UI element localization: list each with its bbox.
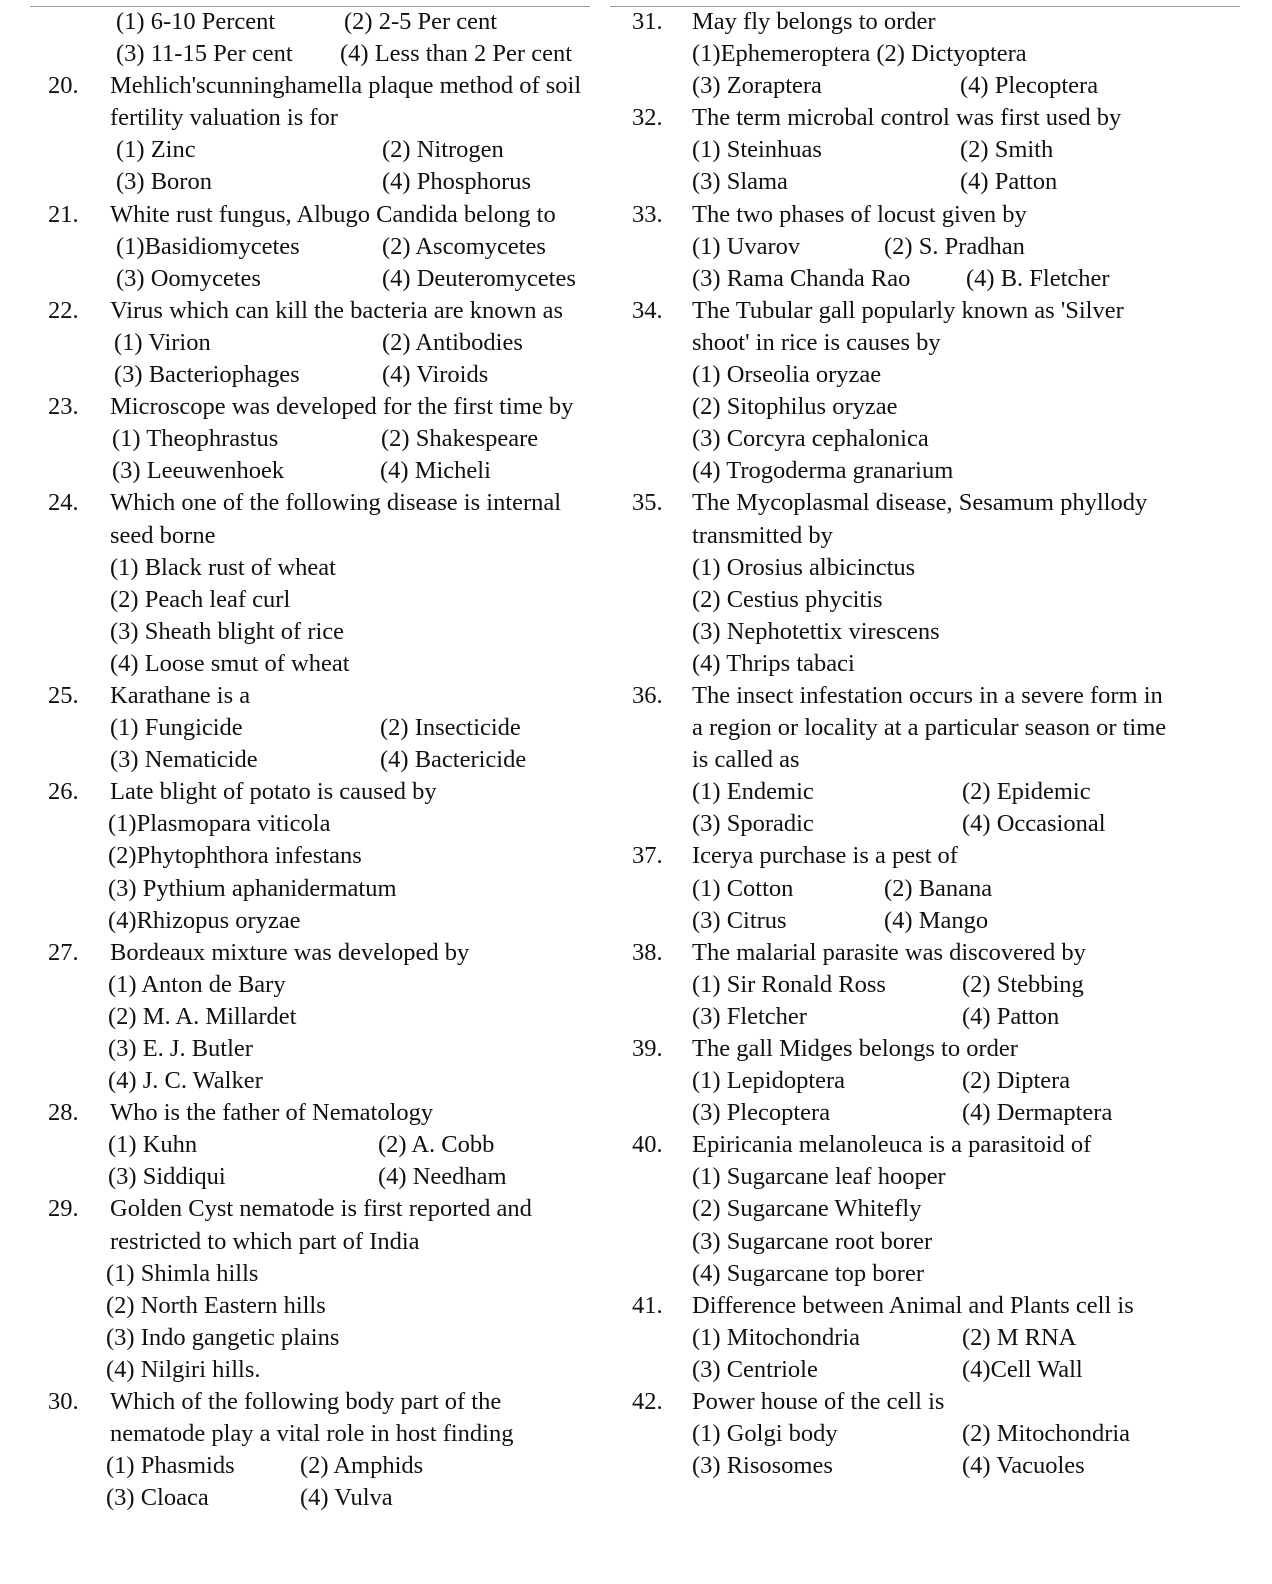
question-line bbox=[632, 680, 1242, 712]
answer-option: (1) Phasmids bbox=[106, 1452, 235, 1480]
options-line bbox=[48, 648, 628, 680]
question-line bbox=[632, 1033, 1242, 1065]
options-line bbox=[632, 776, 1242, 808]
options-line bbox=[48, 840, 628, 872]
question-text: fertility valuation is for bbox=[110, 104, 338, 132]
answer-option: (2) Sitophilus oryzae bbox=[692, 393, 898, 421]
question-line bbox=[632, 1129, 1242, 1161]
options-line bbox=[632, 584, 1242, 616]
options-line bbox=[632, 808, 1242, 840]
options-line bbox=[48, 584, 628, 616]
options-line bbox=[632, 1450, 1242, 1482]
answer-option: (4) Viroids bbox=[382, 361, 489, 389]
answer-option: (3) Siddiqui bbox=[108, 1163, 226, 1191]
answer-option: (1) Endemic bbox=[692, 778, 814, 806]
question-number: 29. bbox=[48, 1195, 79, 1223]
options-line bbox=[48, 616, 628, 648]
options-line bbox=[48, 1033, 628, 1065]
question-number: 40. bbox=[632, 1131, 663, 1159]
question-number: 34. bbox=[632, 296, 663, 324]
question-line bbox=[632, 102, 1242, 134]
options-line bbox=[48, 1450, 628, 1482]
question-number: 25. bbox=[48, 681, 79, 709]
options-line bbox=[48, 873, 628, 905]
answer-option: (2) Ascomycetes bbox=[382, 232, 546, 260]
options-line bbox=[48, 1001, 628, 1033]
question-text: Karathane is a bbox=[110, 681, 251, 709]
options-line bbox=[632, 1418, 1242, 1450]
question-text: a region or locality at a particular season or time bbox=[692, 714, 1167, 742]
answer-option: (1) Black rust of wheat bbox=[110, 553, 336, 581]
answer-option: (1) Kuhn bbox=[108, 1131, 198, 1159]
answer-option: (4) Nilgiri hills. bbox=[106, 1355, 261, 1383]
question-number: 26. bbox=[48, 778, 79, 806]
question-line bbox=[48, 295, 628, 327]
question-line bbox=[632, 295, 1242, 327]
question-text: restricted to which part of India bbox=[110, 1227, 420, 1255]
options-line bbox=[632, 552, 1242, 584]
answer-option: (4) Occasional bbox=[962, 810, 1106, 838]
options-line bbox=[48, 6, 628, 38]
answer-option: (4) Micheli bbox=[380, 457, 491, 485]
answer-option: (3) Corcyra cephalonica bbox=[692, 425, 929, 453]
question-line bbox=[48, 776, 628, 808]
answer-option: (1) Orseolia oryzae bbox=[692, 361, 882, 389]
answer-option: (2) S. Pradhan bbox=[884, 232, 1025, 260]
answer-option: (1) Sir Ronald Ross bbox=[692, 970, 886, 998]
answer-option: (3) Risosomes bbox=[692, 1452, 833, 1480]
question-line bbox=[48, 1386, 628, 1418]
answer-option: (2) Epidemic bbox=[962, 778, 1091, 806]
question-continuation bbox=[48, 1418, 628, 1450]
options-line bbox=[48, 423, 628, 455]
answer-option: (2) M RNA bbox=[962, 1323, 1077, 1351]
answer-option: (3) Bacteriophages bbox=[114, 361, 300, 389]
options-line bbox=[48, 712, 628, 744]
options-line bbox=[632, 1161, 1242, 1193]
answer-option: (2) M. A. Millardet bbox=[108, 1002, 297, 1030]
question-line bbox=[632, 937, 1242, 969]
question-text: The insect infestation occurs in a severe form in bbox=[692, 681, 1163, 709]
question-number: 35. bbox=[632, 489, 663, 517]
answer-option: (3) Fletcher bbox=[692, 1002, 807, 1030]
options-line bbox=[48, 263, 628, 295]
question-text: Mehlich'scunninghamella plaque method of soil bbox=[110, 72, 582, 100]
answer-option: (3) Slama bbox=[692, 168, 788, 196]
question-text: The two phases of locust given by bbox=[692, 200, 1027, 228]
answer-option: (2) A. Cobb bbox=[378, 1131, 495, 1159]
question-number: 39. bbox=[632, 1035, 663, 1062]
options-line bbox=[632, 1258, 1242, 1290]
answer-option: (4) Patton bbox=[960, 168, 1058, 196]
options-line bbox=[48, 905, 628, 937]
answer-option: (3) Pythium aphanidermatum bbox=[108, 874, 397, 902]
answer-option: (3) Nematicide bbox=[110, 746, 258, 774]
answer-option: (3) Citrus bbox=[692, 906, 787, 934]
answer-option: (2) North Eastern hills bbox=[106, 1291, 326, 1319]
options-line bbox=[632, 1226, 1242, 1258]
answer-option: (2) Cestius phycitis bbox=[692, 585, 883, 613]
question-line bbox=[48, 937, 628, 969]
answer-option: (4) Plecoptera bbox=[960, 72, 1099, 100]
question-text: Which one of the following disease is internal bbox=[110, 489, 562, 517]
answer-option: (1)Basidiomycetes bbox=[116, 232, 300, 260]
question-text: Late blight of potato is caused by bbox=[110, 778, 437, 806]
answer-option: (2) Smith bbox=[960, 136, 1054, 164]
question-line bbox=[48, 199, 628, 231]
question-text: Who is the father of Nematology bbox=[110, 1099, 434, 1127]
answer-option: (1) Uvarov bbox=[692, 232, 801, 260]
answer-option: (2) Sugarcane Whitefly bbox=[692, 1195, 922, 1223]
answer-option: (1) Virion bbox=[114, 328, 211, 356]
answer-option: (4) Vacuoles bbox=[962, 1452, 1085, 1480]
question-text: Golden Cyst nematode is first reported and bbox=[110, 1195, 532, 1223]
answer-option: (3) Plecoptera bbox=[692, 1099, 831, 1127]
question-number: 20. bbox=[48, 72, 79, 100]
question-continuation bbox=[632, 327, 1242, 359]
answer-option: (2) Insecticide bbox=[380, 714, 521, 742]
answer-option: (3) Sporadic bbox=[692, 810, 814, 838]
answer-option: (3) Rama Chanda Rao bbox=[692, 264, 911, 292]
options-line bbox=[48, 1290, 628, 1322]
question-text: Power house of the cell is bbox=[692, 1388, 945, 1416]
question-number: 21. bbox=[48, 200, 79, 228]
question-number: 22. bbox=[48, 296, 79, 324]
question-text: nematode play a vital role in host finding bbox=[110, 1420, 514, 1448]
options-line bbox=[632, 134, 1242, 166]
options-line bbox=[48, 1065, 628, 1097]
question-text: Microscope was developed for the first time by bbox=[110, 393, 574, 421]
options-line bbox=[48, 1354, 628, 1386]
answer-option: (3) Sheath blight of rice bbox=[110, 617, 345, 645]
question-text: is called as bbox=[692, 746, 800, 774]
question-number: 41. bbox=[632, 1291, 663, 1319]
options-line bbox=[48, 455, 628, 487]
question-number: 23. bbox=[48, 393, 79, 421]
question-text: The term microbal control was first used by bbox=[692, 104, 1122, 132]
options-line bbox=[632, 166, 1242, 198]
answer-option: (3) E. J. Butler bbox=[108, 1035, 253, 1062]
answer-option: (4) Less than 2 Per cent bbox=[340, 40, 572, 68]
options-line bbox=[48, 166, 628, 198]
options-line bbox=[632, 70, 1242, 102]
options-line bbox=[48, 808, 628, 840]
answer-option: (1) Golgi body bbox=[692, 1420, 838, 1448]
answer-option: (1) Anton de Bary bbox=[108, 970, 286, 998]
question-text: Difference between Animal and Plants cell is bbox=[692, 1291, 1134, 1319]
options-line bbox=[632, 423, 1242, 455]
answer-option: (4) B. Fletcher bbox=[966, 264, 1110, 292]
question-text: Icerya purchase is a pest of bbox=[692, 842, 958, 870]
answer-option: (1) Sugarcane leaf hooper bbox=[692, 1163, 946, 1191]
options-line bbox=[48, 231, 628, 263]
answer-option: (1) 6-10 Percent bbox=[116, 8, 276, 35]
question-text: Which of the following body part of the bbox=[110, 1388, 502, 1416]
options-line bbox=[48, 1482, 628, 1514]
options-line bbox=[632, 1065, 1242, 1097]
answer-option: (4) Loose smut of wheat bbox=[110, 649, 350, 677]
question-text: The Mycoplasmal disease, Sesamum phyllody bbox=[692, 489, 1148, 517]
question-text: Bordeaux mixture was developed by bbox=[110, 938, 470, 966]
answer-option: (1) Shimla hills bbox=[106, 1259, 259, 1287]
question-number: 38. bbox=[632, 938, 663, 966]
answer-option: (4) Dermaptera bbox=[962, 1099, 1113, 1127]
answer-option: (1) Zinc bbox=[116, 136, 196, 164]
question-text: The gall Midges belongs to order bbox=[692, 1035, 1018, 1062]
answer-option: (3) Leeuwenhoek bbox=[112, 457, 285, 485]
answer-option: (1) Orosius albicinctus bbox=[692, 553, 916, 581]
question-line bbox=[632, 840, 1242, 872]
right-column bbox=[632, 6, 1242, 1482]
question-continuation bbox=[48, 520, 628, 552]
question-text: May fly belongs to order bbox=[692, 8, 936, 35]
answer-option: (4) Thrips tabaci bbox=[692, 649, 855, 677]
options-line bbox=[48, 1161, 628, 1193]
answer-option: (3) Oomycetes bbox=[116, 264, 261, 292]
question-line bbox=[632, 487, 1242, 519]
question-text: Epiricania melanoleuca is a parasitoid of bbox=[692, 1131, 1092, 1159]
answer-option: (4) Patton bbox=[962, 1002, 1060, 1030]
question-line bbox=[48, 391, 628, 423]
options-line bbox=[632, 455, 1242, 487]
options-line bbox=[632, 1001, 1242, 1033]
answer-option: (3) Centriole bbox=[692, 1355, 818, 1383]
options-line bbox=[632, 1322, 1242, 1354]
question-number: 28. bbox=[48, 1099, 79, 1127]
answer-option: (4) J. C. Walker bbox=[108, 1067, 263, 1095]
answer-option: (1) Cotton bbox=[692, 874, 794, 902]
answer-option: (4) Trogoderma granarium bbox=[692, 457, 954, 485]
answer-option: (3) Cloaca bbox=[106, 1484, 209, 1512]
question-line bbox=[632, 6, 1242, 38]
question-text: The malarial parasite was discovered by bbox=[692, 938, 1086, 966]
answer-option: (1) Lepidoptera bbox=[692, 1067, 846, 1095]
answer-option: (4) Phosphorus bbox=[382, 168, 532, 196]
answer-option: (2) Diptera bbox=[962, 1067, 1071, 1095]
answer-option: (2) Banana bbox=[884, 874, 993, 902]
answer-option: (2) Antibodies bbox=[382, 328, 523, 356]
answer-option: (2) Mitochondria bbox=[962, 1420, 1131, 1448]
question-continuation bbox=[632, 744, 1242, 776]
question-line bbox=[48, 1193, 628, 1225]
options-line bbox=[48, 1129, 628, 1161]
options-line bbox=[48, 38, 628, 70]
answer-option: (4) Deuteromycetes bbox=[382, 264, 576, 292]
options-line bbox=[632, 616, 1242, 648]
options-line bbox=[632, 905, 1242, 937]
question-line bbox=[48, 1097, 628, 1129]
options-line bbox=[632, 1097, 1242, 1129]
options-line bbox=[632, 263, 1242, 295]
options-line bbox=[48, 327, 628, 359]
answer-option: (1)Ephemeroptera (2) Dictyoptera bbox=[692, 40, 1027, 68]
answer-option: (1) Fungicide bbox=[110, 714, 243, 742]
question-text: White rust fungus, Albugo Candida belong to bbox=[110, 200, 556, 228]
question-line bbox=[632, 1290, 1242, 1322]
options-line bbox=[48, 134, 628, 166]
question-text: transmitted by bbox=[692, 521, 833, 549]
question-text: Virus which can kill the bacteria are known as bbox=[110, 296, 563, 324]
answer-option: (4) Needham bbox=[378, 1163, 507, 1191]
answer-option: (3) Boron bbox=[116, 168, 212, 196]
question-line bbox=[632, 1386, 1242, 1418]
options-line bbox=[632, 38, 1242, 70]
answer-option: (1) Steinhuas bbox=[692, 136, 822, 164]
answer-option: (3) Indo gangetic plains bbox=[106, 1323, 340, 1351]
question-number: 24. bbox=[48, 489, 79, 517]
answer-option: (4)Rhizopus oryzae bbox=[108, 906, 301, 934]
options-line bbox=[632, 1354, 1242, 1386]
question-number: 36. bbox=[632, 681, 663, 709]
options-line bbox=[48, 1258, 628, 1290]
options-line bbox=[632, 1193, 1242, 1225]
answer-option: (2) 2-5 Per cent bbox=[344, 8, 498, 35]
options-line bbox=[632, 648, 1242, 680]
question-continuation bbox=[48, 102, 628, 134]
options-line bbox=[632, 969, 1242, 1001]
options-line bbox=[48, 969, 628, 1001]
answer-option: (1)Plasmopara viticola bbox=[108, 810, 331, 838]
answer-option: (1) Mitochondria bbox=[692, 1323, 861, 1351]
answer-option: (3) Nephotettix virescens bbox=[692, 617, 940, 645]
options-line bbox=[48, 1322, 628, 1354]
options-line bbox=[632, 359, 1242, 391]
question-line bbox=[632, 199, 1242, 231]
left-column bbox=[48, 6, 628, 1514]
answer-option: (2) Nitrogen bbox=[382, 136, 504, 164]
options-line bbox=[48, 552, 628, 584]
question-text: shoot' in rice is causes by bbox=[692, 328, 941, 356]
answer-option: (2)Phytophthora infestans bbox=[108, 842, 362, 870]
question-line bbox=[48, 70, 628, 102]
answer-option: (4) Vulva bbox=[300, 1484, 393, 1512]
options-line bbox=[48, 359, 628, 391]
question-number: 27. bbox=[48, 938, 79, 966]
question-continuation bbox=[48, 1226, 628, 1258]
options-line bbox=[632, 231, 1242, 263]
question-continuation bbox=[632, 712, 1242, 744]
answer-option: (4) Mango bbox=[884, 906, 989, 934]
question-number: 31. bbox=[632, 8, 663, 35]
question-number: 33. bbox=[632, 200, 663, 228]
options-line bbox=[632, 873, 1242, 905]
answer-option: (3) 11-15 Per cent bbox=[116, 40, 293, 68]
answer-option: (2) Peach leaf curl bbox=[110, 585, 291, 613]
question-line bbox=[48, 680, 628, 712]
question-line bbox=[48, 487, 628, 519]
answer-option: (2) Shakespeare bbox=[381, 425, 539, 453]
answer-option: (4)Cell Wall bbox=[962, 1355, 1083, 1383]
answer-option: (4) Sugarcane top borer bbox=[692, 1259, 924, 1287]
answer-option: (2) Amphids bbox=[300, 1452, 424, 1480]
answer-option: (4) Bactericide bbox=[380, 746, 527, 774]
question-text: seed borne bbox=[110, 521, 216, 549]
question-number: 32. bbox=[632, 104, 663, 132]
question-text: The Tubular gall popularly known as 'Silver bbox=[692, 296, 1124, 324]
answer-option: (2) Stebbing bbox=[962, 970, 1084, 998]
answer-option: (3) Zoraptera bbox=[692, 72, 822, 100]
answer-option: (1) Theophrastus bbox=[112, 425, 279, 453]
options-line bbox=[48, 744, 628, 776]
answer-option: (3) Sugarcane root borer bbox=[692, 1227, 933, 1255]
question-number: 30. bbox=[48, 1388, 79, 1416]
options-line bbox=[632, 391, 1242, 423]
question-continuation bbox=[632, 520, 1242, 552]
question-number: 37. bbox=[632, 842, 663, 870]
question-number: 42. bbox=[632, 1388, 663, 1416]
